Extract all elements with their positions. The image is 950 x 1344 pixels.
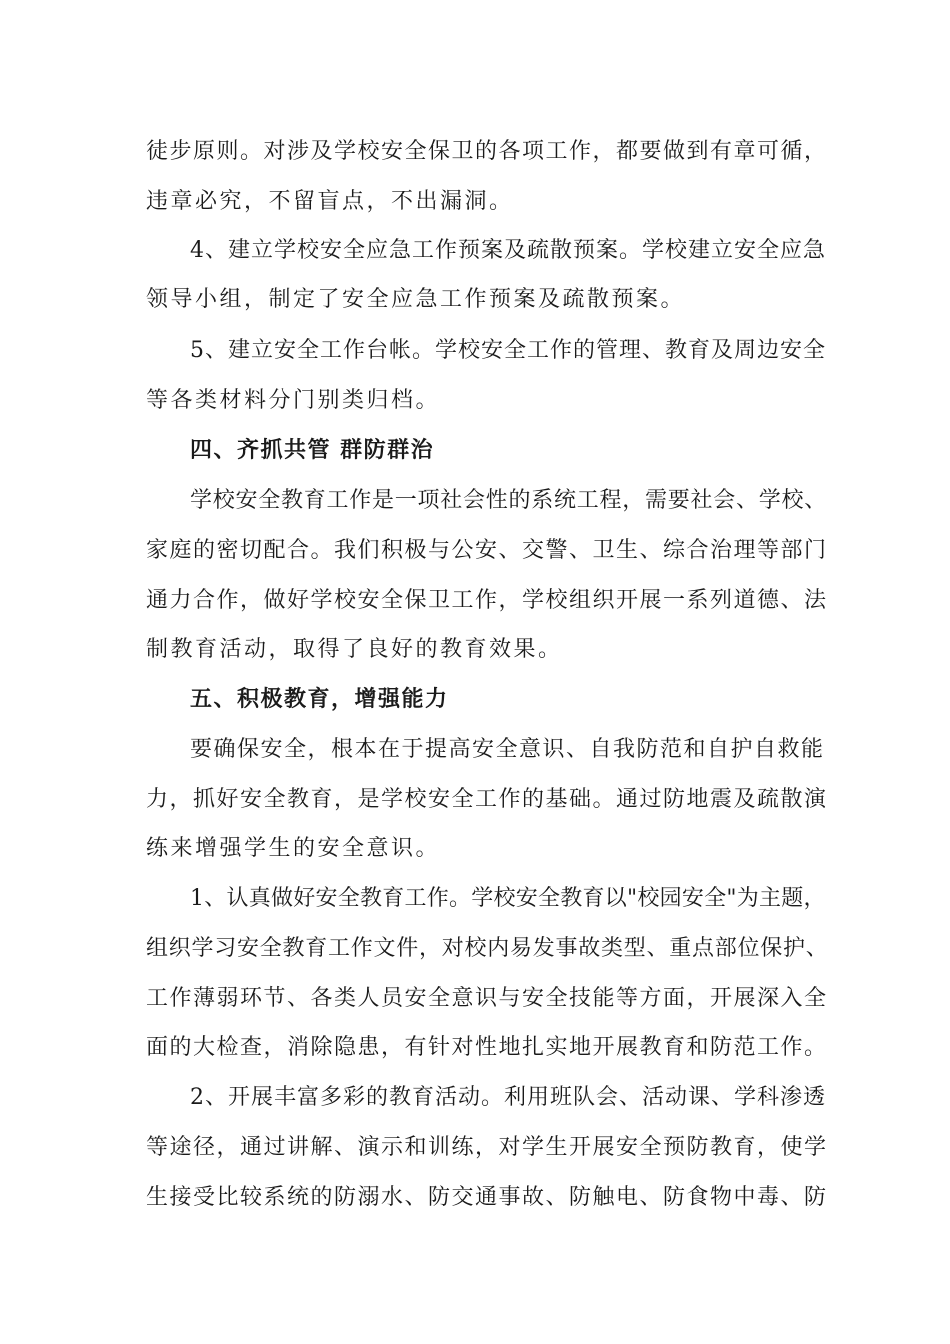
body-line: 家庭的密切配合。我们积极与公安、交警、卫生、综合治理等部门	[146, 538, 828, 563]
body-line: 制教育活动，取得了良好的教育效果。	[146, 637, 563, 662]
body-line: 5、建立安全工作台帐。学校安全工作的管理、教育及周边安全	[190, 338, 826, 363]
body-line: 组织学习安全教育工作文件，对校内易发事故类型、重点部位保护、	[146, 936, 829, 961]
body-line: 工作薄弱环节、各类人员安全意识与安全技能等方面，开展深入全	[146, 986, 828, 1011]
body-line: 等各类材料分门别类归档。	[146, 388, 441, 413]
body-line: 学校安全教育工作是一项社会性的系统工程，需要社会、学校、	[190, 488, 828, 513]
body-line: 领导小组，制定了安全应急工作预案及疏散预案。	[146, 287, 686, 312]
body-line: 等途径，通过讲解、演示和训练，对学生开展安全预防教育，使学	[146, 1135, 828, 1160]
body-line: 生接受比较系统的防溺水、防交通事故、防触电、防食物中毒、防	[146, 1185, 828, 1210]
section-heading: 五、积极教育，增强能力	[190, 687, 449, 712]
body-line: 2、开展丰富多彩的教育活动。利用班队会、活动课、学科渗透	[190, 1085, 826, 1110]
body-line: 通力合作，做好学校安全保卫工作，学校组织开展一系列道德、法	[146, 588, 828, 613]
body-line: 面的大检查，消除隐患，有针对性地扎实地开展教育和防范工作。	[146, 1035, 828, 1060]
body-line: 力，抓好安全教育，是学校安全工作的基础。通过防地震及疏散演	[146, 787, 828, 812]
body-line: 4、建立学校安全应急工作预案及疏散预案。学校建立安全应急	[190, 238, 826, 263]
body-line: 徒步原则。对涉及学校安全保卫的各项工作，都要做到有章可循，	[146, 139, 828, 164]
body-line: 要确保安全，根本在于提高安全意识、自我防范和自护自救能	[190, 737, 825, 762]
section-heading: 四、齐抓共管 群防群治	[190, 438, 435, 463]
body-line: 1、认真做好安全教育工作。学校安全教育以"校园安全"为主题，	[190, 886, 826, 911]
body-line: 违章必究，不留盲点，不出漏洞。	[146, 189, 514, 214]
body-line: 练来增强学生的安全意识。	[146, 836, 441, 861]
